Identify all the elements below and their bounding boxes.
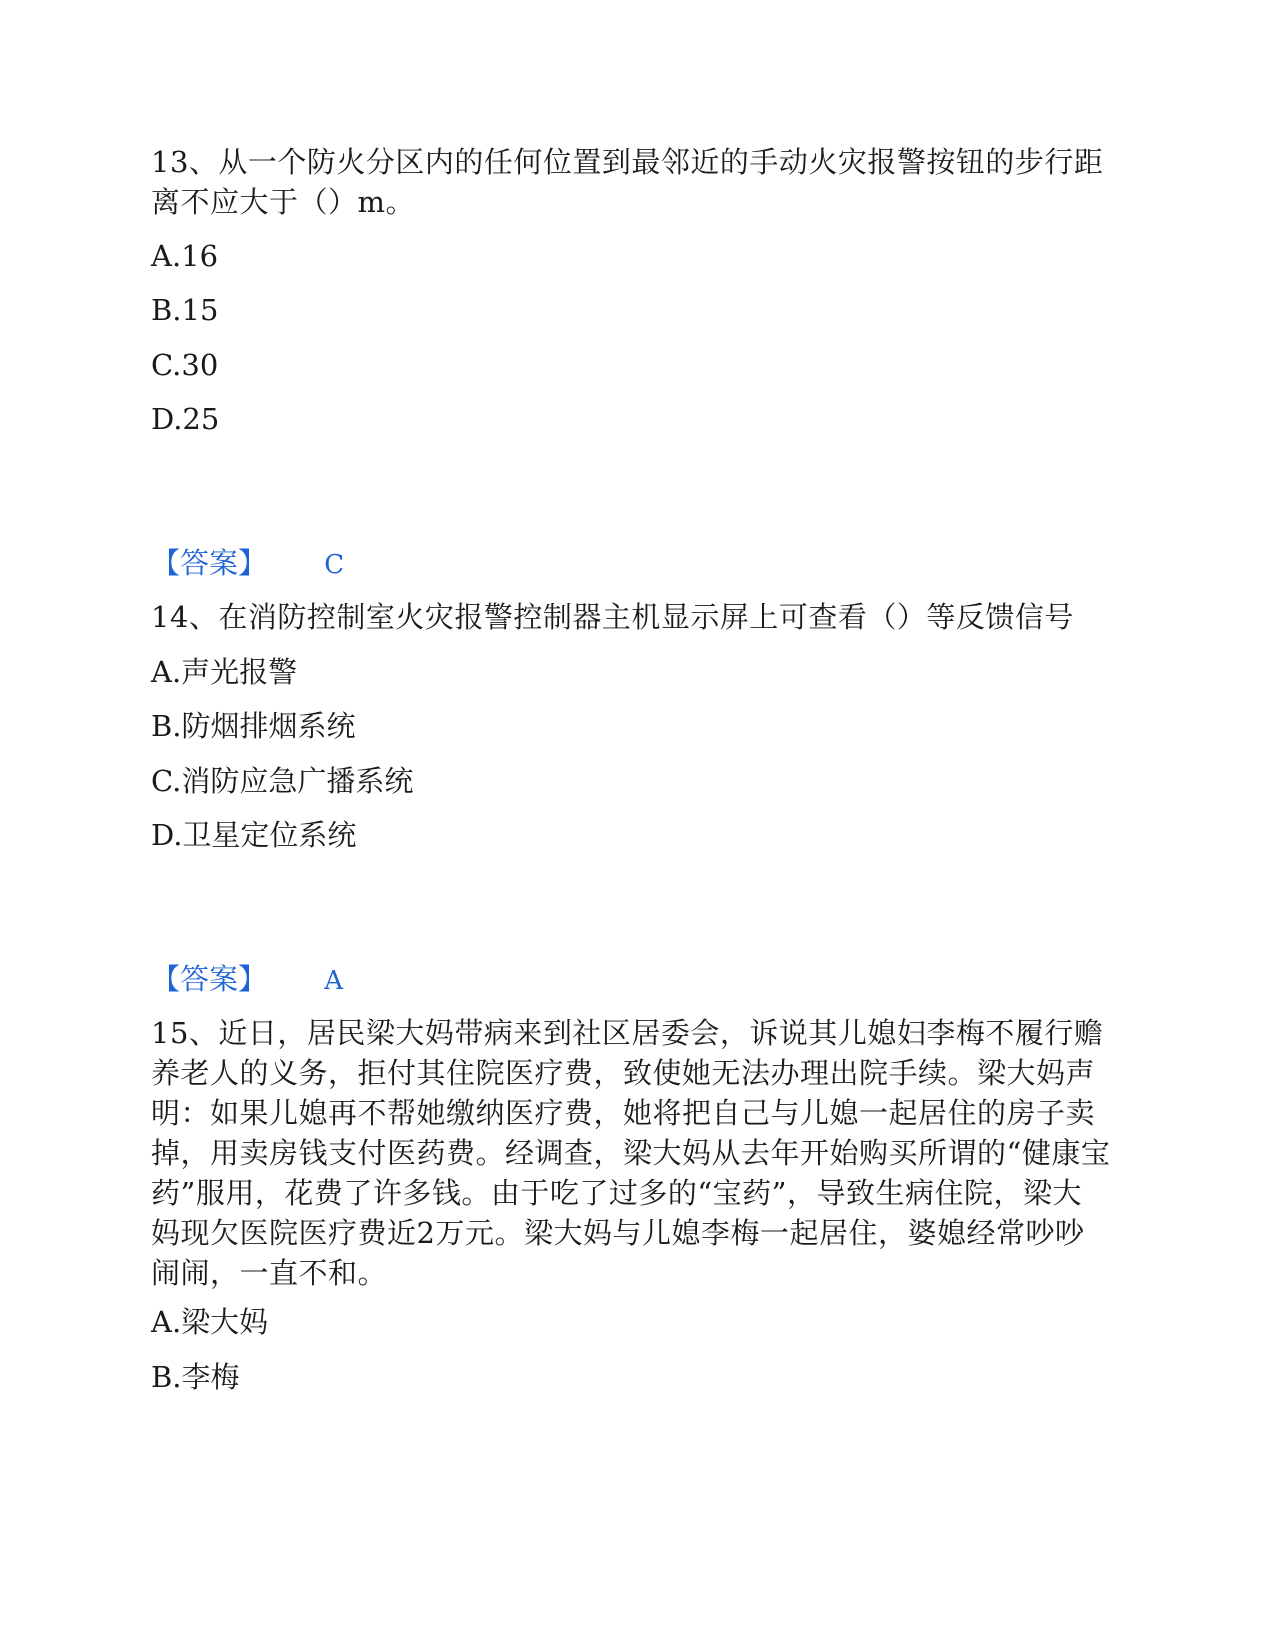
question-13-answer xyxy=(151,543,344,585)
question-13-option-b: B.15 xyxy=(151,293,219,327)
question-14-option-b: B.防烟排烟系统 xyxy=(151,709,356,743)
question-14-answer xyxy=(151,959,343,1001)
answer-label: 【答案】 xyxy=(151,962,268,996)
question-14-stem: 14、在消防控制室火灾报警控制器主机显示屏上可查看（）等反馈信号 xyxy=(151,600,1074,634)
question-13-option-c: C.30 xyxy=(151,348,219,382)
question-14-option-a: A.声光报警 xyxy=(151,655,298,689)
question-13-option-d: D.25 xyxy=(151,402,220,436)
question-13-stem: 13、从一个防火分区内的任何位置到最邻近的手动火灾报警按钮的步行距离不应大于（）m。 xyxy=(151,145,1104,219)
question-15-stem: 15、近日，居民梁大妈带病来到社区居委会，诉说其儿媳妇李梅不履行赡养老人的义务，拒付其住院医疗费，致使她无法办理出院手续。梁大妈声明：如果儿媳再不帮她缴纳医疗费，她将把自己与儿媳一起居住的房子卖掉，用卖房钱支付医药费。经调查，梁大妈从去年开始购买所谓的“健康宝药”服用，花费了许多钱。由于吃了过多的“宝药”，导致生病住院，梁大妈现欠医院医疗费近2万元。梁大妈与儿媳李梅一起居住，婆媳经常吵吵闹闹，一直不和。 xyxy=(151,1016,1111,1290)
question-15-option-b: B.李梅 xyxy=(151,1360,240,1394)
question-14-option-d: D.卫星定位系统 xyxy=(151,818,357,852)
answer-value: C xyxy=(324,550,345,580)
answer-value: A xyxy=(324,966,344,996)
answer-label: 【答案】 xyxy=(151,546,268,580)
question-14-option-c: C.消防应急广播系统 xyxy=(151,764,414,798)
question-15-option-a: A.梁大妈 xyxy=(151,1305,269,1339)
question-13-option-a: A.16 xyxy=(151,239,219,273)
